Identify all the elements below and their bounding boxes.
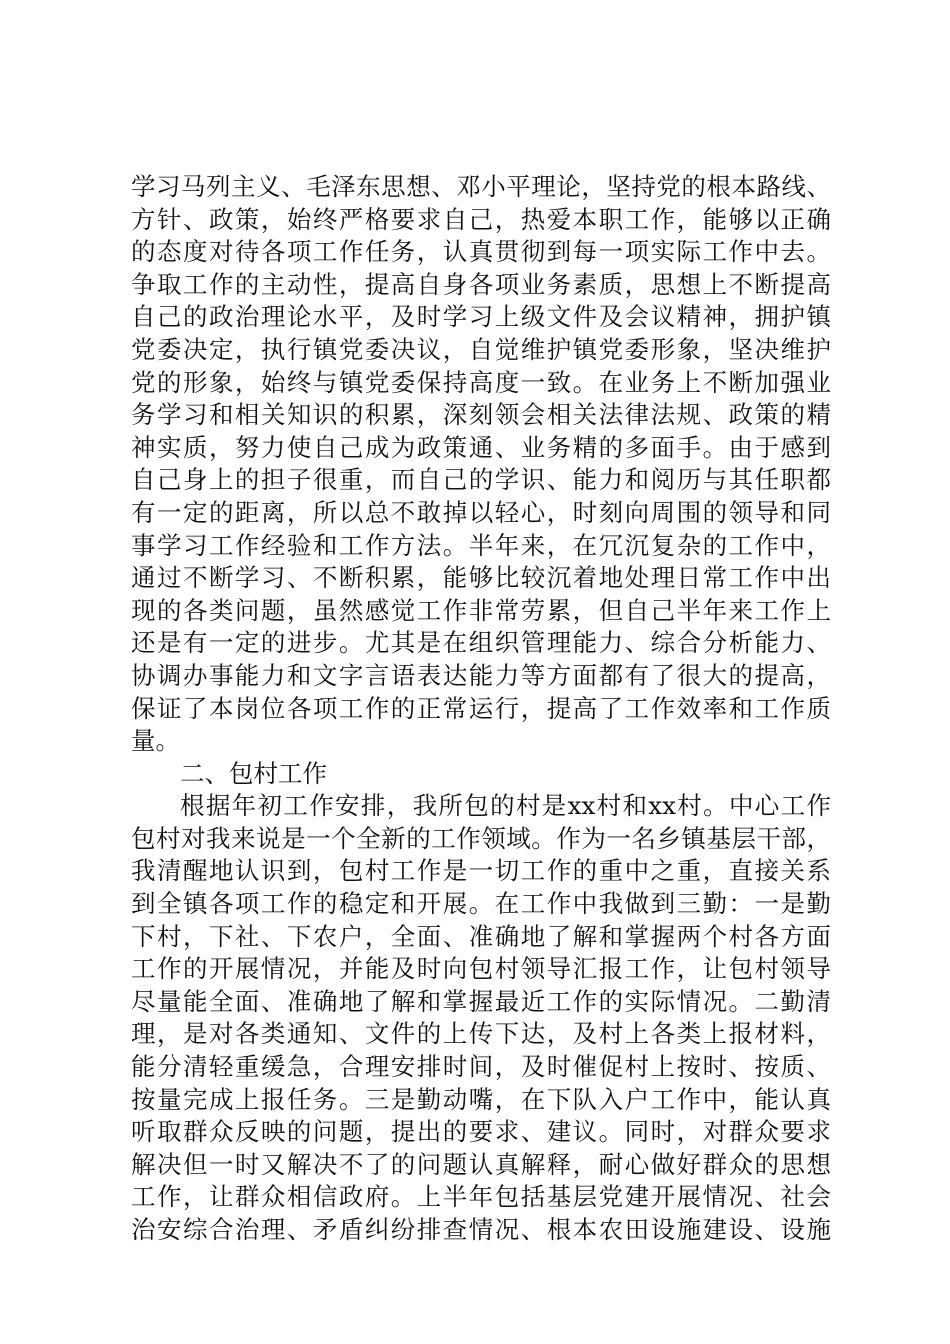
section-heading: 二、包村工作 xyxy=(180,758,327,788)
text-line: 协调办事能力和文字言语表达能力等方面都有了很大的提高， xyxy=(131,660,831,690)
text-line: 尽量能全面、准确地了解和掌握最近工作的实际情况。二勤清 xyxy=(131,986,831,1016)
paragraph-village-work xyxy=(131,790,831,1246)
text-line: 理，是对各类通知、文件的上传下达，及村上各类上报材料， xyxy=(131,1019,831,1049)
text-line: 党的形象，始终与镇党委保持高度一致。在业务上不断加强业 xyxy=(131,367,831,397)
text-line: 我清醒地认识到，包村工作是一切工作的重中之重，直接关系 xyxy=(131,856,831,886)
text-line: 有一定的距离，所以总不敢掉以轻心，时刻向周围的领导和同 xyxy=(131,497,831,527)
text-line: 解决但一时又解决不了的问题认真解释，耐心做好群众的思想 xyxy=(131,1149,831,1179)
text-line: 根据年初工作安排，我所包的村是xx村和xx村。中心工作 xyxy=(180,791,831,821)
text-line: 自己的政治理论水平，及时学习上级文件及会议精神，拥护镇 xyxy=(131,302,831,332)
text-line: 治安综合治理、矛盾纠纷排查情况、根本农田设施建设、设施 xyxy=(131,1215,831,1244)
document-body xyxy=(131,171,831,1247)
text-line: 按量完成上报任务。三是勤动嘴，在下队入户工作中，能认真 xyxy=(131,1084,831,1114)
text-line: 工作的开展情况，并能及时向包村领导汇报工作，让包村领导 xyxy=(131,954,831,984)
text-line: 方针、政策，始终严格要求自己，热爱本职工作，能够以正确 xyxy=(131,204,831,234)
text-line: 还是有一定的进步。尤其是在组织管理能力、综合分析能力、 xyxy=(131,628,831,658)
text-line: 党委决定，执行镇党委决议，自觉维护镇党委形象，坚决维护 xyxy=(131,334,831,364)
text-line: 包村对我来说是一个全新的工作领域。作为一名乡镇基层干部， xyxy=(131,823,831,853)
text-line: 下村，下社、下农户，全面、准确地了解和掌握两个村各方面 xyxy=(131,921,831,951)
text-line: 能分清轻重缓急，合理安排时间，及时催促村上按时、按质、 xyxy=(131,1052,831,1082)
text-line: 到全镇各项工作的稳定和开展。在工作中我做到三勤：一是勤 xyxy=(131,889,831,919)
text-line: 务学习和相关知识的积累，深刻领会相关法律法规、政策的精 xyxy=(131,400,831,430)
text-line: 现的各类问题，虽然感觉工作非常劳累，但自己半年来工作上 xyxy=(131,595,831,625)
text-line: 事学习工作经验和工作方法。半年来，在冗沉复杂的工作中， xyxy=(131,530,831,560)
text-line: 自己身上的担子很重，而自己的学识、能力和阅历与其任职都 xyxy=(131,465,831,495)
text-line: 的态度对待各项工作任务，认真贯彻到每一项实际工作中去。 xyxy=(131,237,831,267)
text-line: 工作，让群众相信政府。上半年包括基层党建开展情况、社会 xyxy=(131,1182,831,1212)
text-line: 听取群众反映的问题，提出的要求、建议。同时，对群众要求 xyxy=(131,1117,831,1147)
text-line: 通过不断学习、不断积累，能够比较沉着地处理日常工作中出 xyxy=(131,563,831,593)
paragraph-work-attitude xyxy=(131,171,831,758)
text-line: 保证了本岗位各项工作的正常运行，提高了工作效率和工作质 xyxy=(131,693,831,723)
text-line: 量。 xyxy=(131,726,180,756)
text-line: 争取工作的主动性，提高自身各项业务素质，思想上不断提高 xyxy=(131,269,831,299)
text-line: 学习马列主义、毛泽东思想、邓小平理论，坚持党的根本路线、 xyxy=(131,172,831,201)
text-line: 神实质，努力使自己成为政策通、业务精的多面手。由于感到 xyxy=(131,432,831,462)
